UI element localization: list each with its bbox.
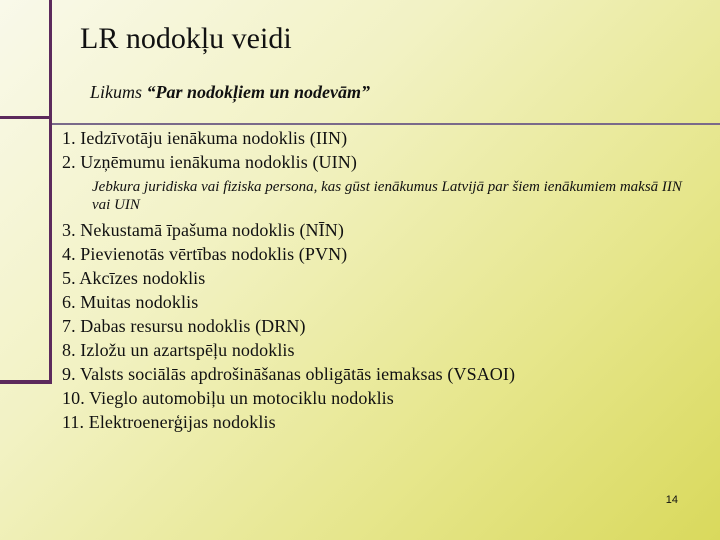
header-divider-line — [52, 123, 720, 125]
bottom-left-accent-bar — [0, 380, 52, 384]
page-number: 14 — [665, 494, 678, 506]
subtitle-law-name: “Par nodokļiem un nodevām” — [146, 82, 371, 102]
list-item: 8. Izložu un azartspēļu nodoklis — [62, 340, 295, 360]
list-item: 1. Iedzīvotāju ienākuma nodoklis (IIN) — [62, 128, 348, 148]
list-item: 9. Valsts sociālās apdrošināšanas obligātās iemaksas (VSAOI) — [62, 364, 516, 384]
top-left-accent-bar — [0, 116, 52, 119]
list-item: 11. Elektroenerģijas nodoklis — [62, 412, 276, 432]
slide-subtitle — [90, 82, 370, 103]
list-item: 3. Nekustamā īpašuma nodoklis (NĪN) — [62, 220, 344, 240]
slide-title: LR nodokļu veidi — [80, 22, 292, 55]
list-item: 10. Vieglo automobiļu un motociklu nodoklis — [62, 388, 394, 408]
left-vertical-bar — [49, 0, 52, 382]
list-item: 2. Uzņēmumu ienākuma nodoklis (UIN) — [62, 152, 357, 172]
subtitle-prefix: Likums — [90, 82, 147, 102]
list-item: 6. Muitas nodoklis — [62, 292, 199, 312]
list-item: 4. Pievienotās vērtības nodoklis (PVN) — [62, 244, 348, 264]
list-note: Jebkura juridiska vai fiziska persona, kas gūst ienākumus Latvijā par šiem ienākumiem maksā IIN vai UIN — [92, 179, 682, 213]
list-item: 7. Dabas resursu nodoklis (DRN) — [62, 316, 306, 336]
list-item: 5. Akcīzes nodoklis — [62, 268, 206, 288]
tax-list — [62, 126, 702, 434]
